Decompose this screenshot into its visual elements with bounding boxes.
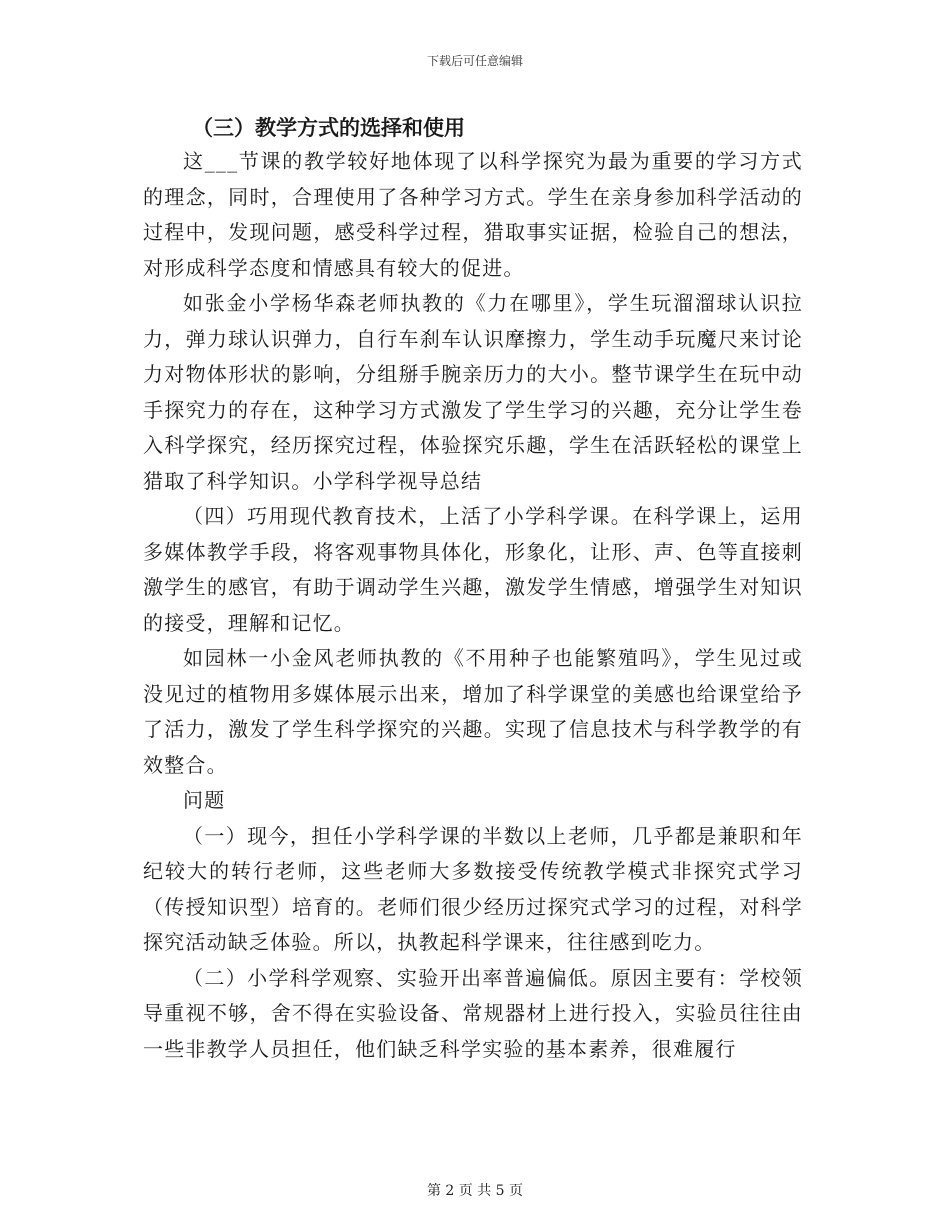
document-body xyxy=(143,112,803,1067)
paragraph-example-force: 如张金小学杨华森老师执教的《力在哪里》，学生玩溜溜球认识拉力，弹力球认识弹力，自行车刹车认识摩擦力，学生动手玩魔尺来讨论力对物体形状的影响，分组掰手腕亲历力的大小。整节课学生在玩中动手探究力的存在，这种学习方式激发了学生学习的兴趣，充分让学生卷入科学探究，经历探究过程，体验探究乐趣，学生在活跃轻松的课堂上猎取了科学知识。小学科学视导总结 xyxy=(143,291,803,493)
paragraph-example-multimedia: 如园林一小金风老师执教的《不用种子也能繁殖吗》，学生见过或没见过的植物用多媒体展示出来，增加了科学课堂的美感也给课堂给予了活力，激发了学生科学探究的兴趣。实现了信息技术与科学教学的有效整合。 xyxy=(143,646,803,777)
page-header: 下载后可任意编辑 xyxy=(426,54,523,68)
page-footer: 第 2 页 共 5 页 xyxy=(426,1183,524,1199)
paragraph-problems-title: 问题 xyxy=(183,788,226,812)
paragraph-method-intro: 这___节课的教学较好地体现了以科学探究为最为重要的学习方式的理念，同时，合理使用了各种学习方式。学生在亲身参加科学活动的过程中，发现问题，感受科学过程，猎取事实证据，检验自己的想法，对形成科学态度和情感具有较大的促进。 xyxy=(143,149,803,280)
paragraph-problem-one: （一）现今，担任小学科学课的半数以上老师，几乎都是兼职和年纪较大的转行老师，这些老师大多数接受传统教学模式非探究式学习（传授知识型）培育的。老师们很少经历过探究式学习的过程，对科学探究活动缺乏体验。所以，执教起科学课来，往往感到吃力。 xyxy=(143,823,803,954)
paragraph-section-four: （四）巧用现代教育技术，上活了小学科学课。在科学课上，运用多媒体教学手段，将客观事物具体化，形象化，让形、声、色等直接刺激学生的感官，有助于调动学生兴趣，激发学生情感，增强学生对知识的接受，理解和记忆。 xyxy=(143,504,803,635)
paragraph-problem-two: （二）小学科学观察、实验开出率普遍偏低。原因主要有：学校领导重视不够，舍不得在实验设备、常规器材上进行投入，实验员往往由一些非教学人员担任，他们缺乏科学实验的基本素养，很难履行 xyxy=(143,965,803,1061)
section-heading: （三）教学方式的选择和使用 xyxy=(192,115,465,140)
